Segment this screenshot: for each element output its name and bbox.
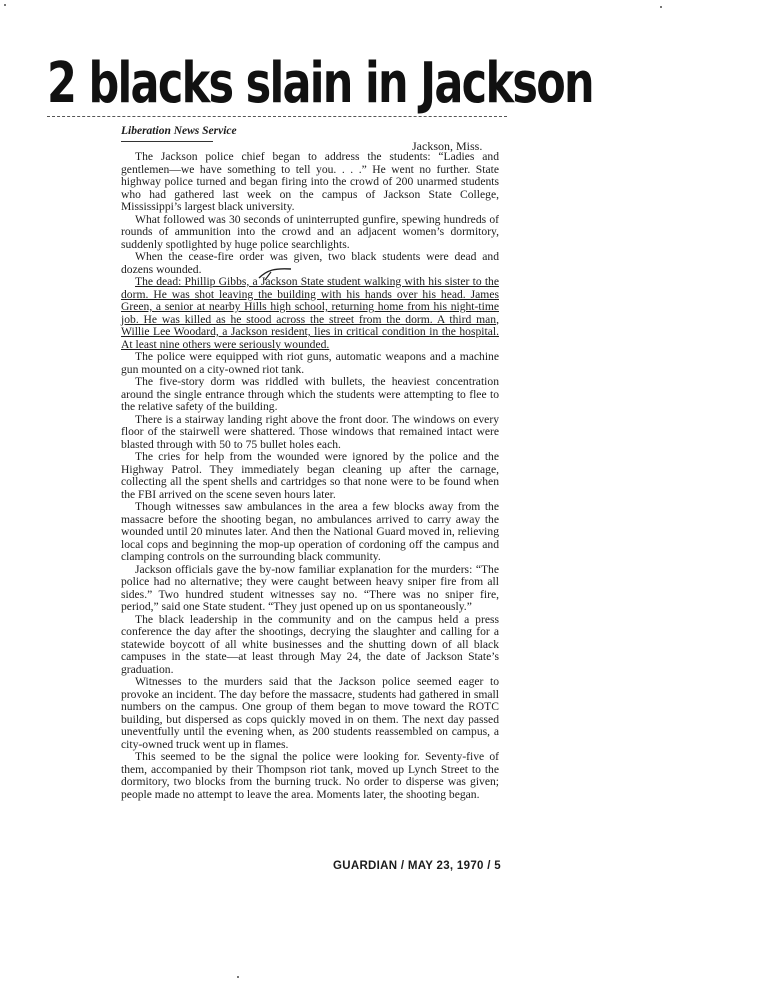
paragraph: Though witnesses saw ambulances in the area a few blocks away from the massacre before the shooting began, no ambulances arrived to carry away the wounded until 20 minutes later. And then the National Guard moved in, relieving local cops and beginning the mop-up operation of cordoning off the campus and clamping controls on the surrounding black community. (121, 500, 499, 563)
headline: 2 blacks slain in Jackson (47, 50, 593, 116)
scan-speck (237, 976, 239, 978)
page-footer: GUARDIAN / MAY 23, 1970 / 5 (333, 860, 501, 872)
paragraph: The cries for help from the wounded were ignored by the police and the Highway Patrol. They immediately began cleaning up after the carnage, collecting all the spent shells and cartridges so that none were to be found when the FBI arrived on the scene seven hours later. (121, 450, 499, 501)
paragraph: The dead: Phillip Gibbs, a Jackson State student walking with his sister to the dorm. He was shot leaving the building with his hands over his head. James Green, a senior at nearby Hills high school, returning home from his night-time job. He was killed as he stood across the street from the dorm. A third man, Willie Lee Woodard, a Jackson resident, lies in critical condition in the hospital. At least nine others were seriously wounded. (121, 275, 499, 351)
article-body (121, 151, 499, 801)
paragraph: What followed was 30 seconds of uninterrupted gunfire, spewing hundreds of rounds of ammunition into the crowd and an adjacent women’s dormitory, suddenly spotlighted by huge police searchlights. (121, 212, 499, 251)
paragraph: When the cease-fire order was given, two black students were dead and dozens wounded. (121, 250, 499, 276)
dateline: Jackson, Miss. (412, 139, 483, 153)
scan-speck (660, 6, 662, 8)
paragraph: The black leadership in the community and on the campus held a press conference the day after the shootings, decrying the slaughter and calling for a statewide boycott of all white businesses and the shutting down of all black campuses in the state—at least through May 24, the date of Jackson State’s graduation. (121, 612, 499, 676)
paragraph: The Jackson police chief began to address the students: “Ladies and gentlemen—we have something to tell you. . . .” He went no further. State highway police turned and began firing into the crowd of 200 unarmed students who had gathered last week on the campus of Jackson State College, Mississippi’s largest black university. (121, 150, 499, 213)
byline-rule (121, 141, 213, 142)
paragraph: Jackson officials gave the by-now familiar explanation for the murders: “The police had no alternative; they were caught between heavy sniper fire from all sides.” Two hundred student witnesses say no. “There was no sniper fire, period,” said one State student. “They just opened up on us spontaneously.” (121, 562, 499, 613)
paragraph: The police were equipped with riot guns, automatic weapons and a machine gun mounted on a city-owned riot tank. (121, 350, 499, 376)
scan-speck (4, 4, 6, 6)
handwritten-mark (257, 266, 293, 282)
paragraph: Witnesses to the murders said that the Jackson police seemed eager to provoke an incident. The day before the massacre, students had gathered in small numbers on the campus. One group of them began to move toward the ROTC building, but dispersed as cops quickly moved in on them. The next day passed uneventfully until the evening when, as 200 students reassembled on campus, a city-owned truck went up in flames. (121, 675, 499, 751)
paragraph: There is a stairway landing right above the front door. The windows on every floor of the stairwell were shattered. Those windows that remained intact were blasted through with 50 to 75 bullet holes each. (121, 412, 499, 451)
paragraph: The five-story dorm was riddled with bullets, the heaviest concentration around the single entrance through which the students were attempting to flee to the relative safety of the building. (121, 375, 499, 413)
byline: Liberation News Service (121, 125, 237, 137)
headline-rule (47, 116, 507, 117)
paragraph: This seemed to be the signal the police were looking for. Seventy-five of them, accompanied by their Thompson riot tank, moved up Lynch Street to the dormitory, two blocks from the burning truck. No order to disperse was given; people made no attempt to leave the area. Moments later, the shooting began. (121, 750, 499, 801)
